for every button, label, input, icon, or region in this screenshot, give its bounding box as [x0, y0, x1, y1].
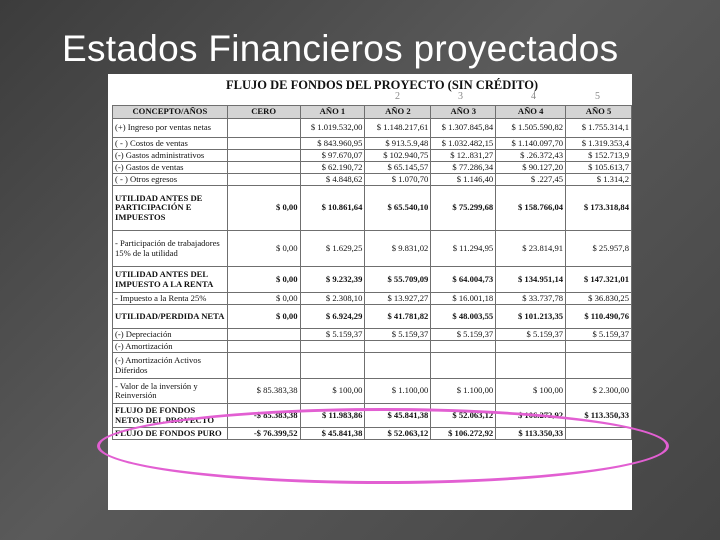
table-row [113, 150, 632, 162]
value-cell: $ 158.766,04 [496, 186, 566, 231]
value-cell: -$ 85.383,38 [227, 404, 300, 428]
value-cell: $ 25.957,8 [566, 231, 632, 267]
value-cell: $ 2.308,10 [300, 293, 365, 305]
value-cell: $ 5.159,37 [431, 329, 496, 341]
row-label: (-) Gastos administrativos [113, 150, 228, 162]
value-cell: $ 55.709,09 [365, 267, 431, 293]
value-cell: $ 45.841,38 [365, 404, 431, 428]
value-cell: $ 9.831,02 [365, 231, 431, 267]
value-cell: $ 45.841,38 [300, 428, 365, 440]
value-cell: $ 23.814,91 [496, 231, 566, 267]
table-row [113, 119, 632, 138]
value-cell: $ 0,00 [227, 186, 300, 231]
value-cell: $ 85.383,38 [227, 379, 300, 404]
value-cell [431, 353, 496, 379]
value-cell: $ 5.159,37 [496, 329, 566, 341]
row-label: (+) Ingreso por ventas netas [113, 119, 228, 138]
header-cell: AÑO 5 [566, 106, 632, 119]
value-cell: $ 9.232,39 [300, 267, 365, 293]
value-cell [227, 138, 300, 150]
value-cell [365, 341, 431, 353]
value-cell: $ 36.830,25 [566, 293, 632, 305]
value-cell: $ 5.159,37 [566, 329, 632, 341]
value-cell [227, 174, 300, 186]
value-cell [300, 341, 365, 353]
year-number: 3 [458, 91, 463, 102]
value-cell: $ 106.272,92 [496, 404, 566, 428]
year-number-row [108, 91, 632, 104]
value-cell: $ 0,00 [227, 293, 300, 305]
value-cell: $ 4.848,62 [300, 174, 365, 186]
value-cell: $ 113.350,33 [566, 404, 632, 428]
table-row [113, 174, 632, 186]
value-cell: $ 5.159,37 [300, 329, 365, 341]
value-cell: $ 2.300,00 [566, 379, 632, 404]
value-cell: $ 16.001,18 [431, 293, 496, 305]
value-cell: $ 1.314,2 [566, 174, 632, 186]
year-number: 5 [595, 91, 600, 102]
value-cell: $ 10.861,64 [300, 186, 365, 231]
row-label: (-) Amortización Activos Diferidos [113, 353, 228, 379]
sheet-title: FLUJO DE FONDOS DEL PROYECTO (SIN CRÉDITO) [226, 78, 539, 92]
value-cell: $ 1.100,00 [365, 379, 431, 404]
value-cell: $ 105.613,7 [566, 162, 632, 174]
value-cell: $ 113.350,33 [496, 428, 566, 440]
row-label: FLUJO DE FONDOS NETOS DEL PROYECTO [113, 404, 228, 428]
value-cell: $ 1.505.590,82 [496, 119, 566, 138]
value-cell: $ 147.321,01 [566, 267, 632, 293]
value-cell: $ 1.629,25 [300, 231, 365, 267]
value-cell: $ 12..831,27 [431, 150, 496, 162]
value-cell [227, 341, 300, 353]
value-cell: $ 11.294,95 [431, 231, 496, 267]
value-cell [365, 353, 431, 379]
row-label: UTILIDAD ANTES DEL IMPUESTO A LA RENTA [113, 267, 228, 293]
value-cell: $ 1.755.314,1 [566, 119, 632, 138]
value-cell: $ 100,00 [496, 379, 566, 404]
value-cell: $ 52.063,12 [365, 428, 431, 440]
table-row [113, 341, 632, 353]
value-cell: $ 1.307.845,84 [431, 119, 496, 138]
table-row [113, 293, 632, 305]
value-cell: $ 13.927,27 [365, 293, 431, 305]
value-cell: $ 0,00 [227, 231, 300, 267]
slide-title: Estados Financieros proyectados [62, 28, 619, 69]
row-label: - Valor de la inversión y Reinversión [113, 379, 228, 404]
value-cell: $ 48.003,55 [431, 305, 496, 329]
header-cell: CONCEPTO/AÑOS [113, 106, 228, 119]
value-cell: $ 1.032.482,15 [431, 138, 496, 150]
row-label: ( - ) Otros egresos [113, 174, 228, 186]
value-cell: $ 173.318,84 [566, 186, 632, 231]
value-cell: $ 1.146,40 [431, 174, 496, 186]
value-cell: $ 77.286,34 [431, 162, 496, 174]
header-cell: CERO [227, 106, 300, 119]
value-cell [496, 353, 566, 379]
cash-flow-table [112, 105, 632, 440]
header-cell: AÑO 1 [300, 106, 365, 119]
row-label: FLUJO DE FONDOS PURO [113, 428, 228, 440]
table-header-row [113, 106, 632, 119]
value-cell: $ 152.713,9 [566, 150, 632, 162]
value-cell: $ 110.490,76 [566, 305, 632, 329]
value-cell: $ 101.213,35 [496, 305, 566, 329]
value-cell [227, 162, 300, 174]
header-cell: AÑO 2 [365, 106, 431, 119]
value-cell [227, 329, 300, 341]
header-cell: AÑO 4 [496, 106, 566, 119]
value-cell: $ 6.924,29 [300, 305, 365, 329]
value-cell: $ 1.100,00 [431, 379, 496, 404]
value-cell [227, 119, 300, 138]
value-cell [227, 150, 300, 162]
table-row [113, 329, 632, 341]
value-cell: $ 100,00 [300, 379, 365, 404]
highlight-ellipse [97, 408, 669, 484]
value-cell: $ 1.019.532,00 [300, 119, 365, 138]
value-cell: $ 65.145,57 [365, 162, 431, 174]
value-cell: $ .26.372,43 [496, 150, 566, 162]
header-cell: AÑO 3 [431, 106, 496, 119]
value-cell: $ 64.004,73 [431, 267, 496, 293]
row-label: (-) Amortización [113, 341, 228, 353]
value-cell: $ 65.540,10 [365, 186, 431, 231]
value-cell [566, 341, 632, 353]
year-number: 2 [395, 91, 400, 102]
value-cell: $ 1.319.353,4 [566, 138, 632, 150]
value-cell: $ 62.190,72 [300, 162, 365, 174]
row-label: (-) Gastos de ventas [113, 162, 228, 174]
value-cell: $ .227,45 [496, 174, 566, 186]
value-cell [431, 341, 496, 353]
value-cell: $ 0,00 [227, 305, 300, 329]
row-label: ( - ) Costos de ventas [113, 138, 228, 150]
value-cell: $ 41.781,82 [365, 305, 431, 329]
value-cell: $ 1.140.097,70 [496, 138, 566, 150]
value-cell: $ 75.299,68 [431, 186, 496, 231]
row-label: - Participación de trabajadores 15% de la utilidad [113, 231, 228, 267]
row-label: (-) Depreciación [113, 329, 228, 341]
value-cell [227, 353, 300, 379]
value-cell: $ 90.127,20 [496, 162, 566, 174]
value-cell: $ 52.063,12 [431, 404, 496, 428]
table-row [113, 305, 632, 329]
value-cell: $ 1.148.217,61 [365, 119, 431, 138]
table-row [113, 186, 632, 231]
row-label: - Impuesto a la Renta 25% [113, 293, 228, 305]
row-label: UTILIDAD/PERDIDA NETA [113, 305, 228, 329]
table-row [113, 162, 632, 174]
table-row [113, 231, 632, 267]
value-cell [300, 353, 365, 379]
value-cell: $ 5.159,37 [365, 329, 431, 341]
row-label: UTILIDAD ANTES DE PARTICIPACIÓN E IMPUESTOS [113, 186, 228, 231]
value-cell [566, 353, 632, 379]
value-cell: $ 102.940,75 [365, 150, 431, 162]
value-cell: $ 134.951,14 [496, 267, 566, 293]
value-cell: -$ 76.399,52 [227, 428, 300, 440]
table-row [113, 353, 632, 379]
table-row [113, 267, 632, 293]
value-cell: $ 1.070,70 [365, 174, 431, 186]
value-cell: $ 11.983,86 [300, 404, 365, 428]
value-cell: $ 97.670,07 [300, 150, 365, 162]
table-row [113, 138, 632, 150]
table-row [113, 379, 632, 404]
value-cell: $ 33.737,78 [496, 293, 566, 305]
value-cell: $ 913.5.9,48 [365, 138, 431, 150]
value-cell: $ 0,00 [227, 267, 300, 293]
value-cell: $ 843.960,95 [300, 138, 365, 150]
year-number: 4 [531, 91, 536, 102]
value-cell [496, 341, 566, 353]
value-cell: $ 106.272,92 [431, 428, 496, 440]
